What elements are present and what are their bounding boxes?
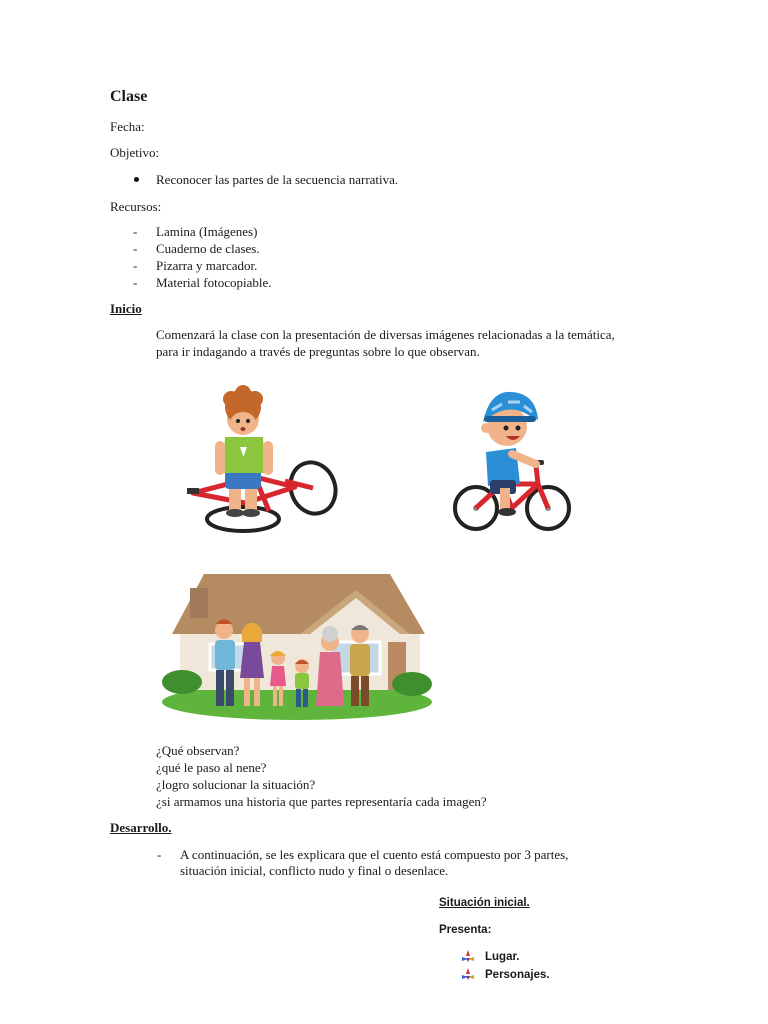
inicio-paragraph-line: Comenzará la clase con la presentación de diversas imágenes relacionadas a la temática, xyxy=(156,327,615,342)
situacion-inicial-heading: Situación inicial. xyxy=(439,897,530,909)
boy-riding-bike-illustration xyxy=(450,388,575,533)
arrow-bullet-icon xyxy=(462,950,474,962)
objetivo-item: Reconocer las partes de la secuencia narrativa. xyxy=(156,172,399,187)
inicio-heading: Inicio xyxy=(110,301,142,316)
recursos-item-text: Material fotocopiable. xyxy=(156,275,272,290)
desarrollo-heading: Desarrollo. xyxy=(110,820,172,835)
recursos-item-text: Lamina (Imágenes) xyxy=(156,224,258,239)
family-house-illustration xyxy=(160,570,435,722)
inicio-paragraph-line: para ir indagando a través de preguntas sobre lo que observan. xyxy=(156,344,480,359)
document-title: Clase xyxy=(110,88,148,105)
boy-broken-bike-illustration xyxy=(185,385,345,535)
recursos-item: - xyxy=(133,258,138,273)
recursos-item: - xyxy=(133,241,138,256)
desarrollo-paragraph-line: situación inicial, conflicto nudo y final o desenlace. xyxy=(180,863,449,878)
situacion-item: Lugar. xyxy=(485,951,520,963)
question-line: ¿logro solucionar la situación? xyxy=(156,777,316,792)
objetivo-label: Objetivo: xyxy=(110,145,160,160)
question-line: ¿qué le paso al nene? xyxy=(156,760,267,775)
arrow-bullet-icon xyxy=(462,968,474,980)
bullet-dot xyxy=(134,177,139,182)
question-line: ¿si armamos una historia que partes representaría cada imagen? xyxy=(156,794,487,809)
desarrollo-paragraph-line: A continuación, se les explicara que el cuento está compuesto por 3 partes, xyxy=(180,847,569,862)
recursos-item: - xyxy=(133,224,138,239)
fecha-label: Fecha: xyxy=(110,119,145,134)
recursos-item-text: Pizarra y marcador. xyxy=(156,258,258,273)
recursos-item-text: Cuaderno de clases. xyxy=(156,241,260,256)
question-line: ¿Qué observan? xyxy=(156,743,240,758)
desarrollo-dash: - xyxy=(157,847,162,862)
recursos-item: - xyxy=(133,275,138,290)
recursos-label: Recursos: xyxy=(110,199,162,214)
presenta-label: Presenta: xyxy=(439,924,492,936)
situacion-item: Personajes. xyxy=(485,969,550,981)
